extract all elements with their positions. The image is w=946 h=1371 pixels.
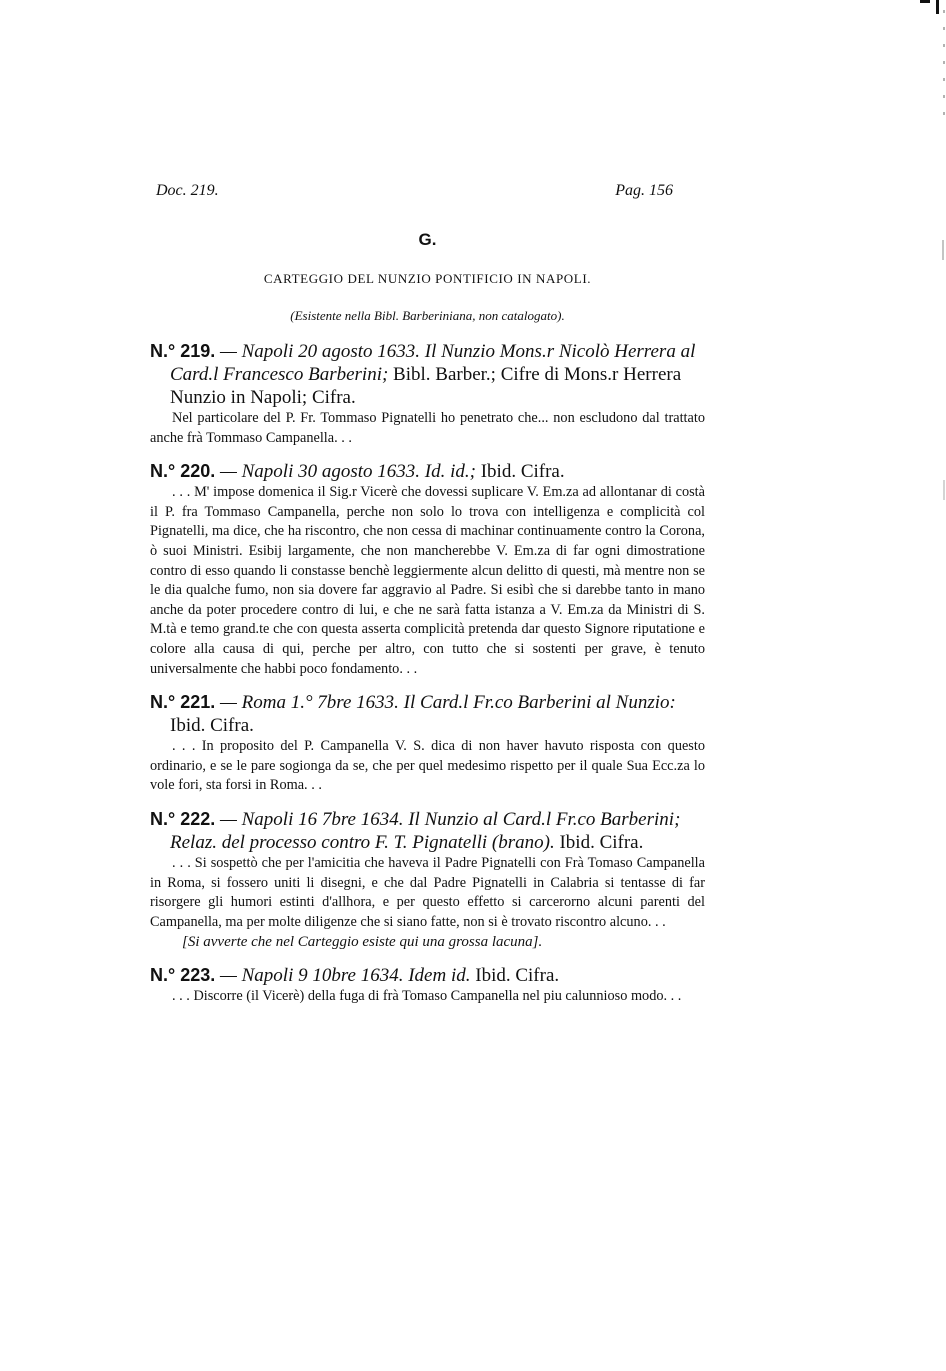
entry-number: N.° 220.	[150, 461, 216, 482]
entry-heading	[150, 691, 705, 737]
entry-heading	[150, 460, 705, 483]
entry-number: N.° 219.	[150, 341, 216, 361]
entry-text: . . . In proposito del P. Campanella V. S. dica di non haver havuto risposta con questo ordinario, e se le pare sogionga da se, che per quel medesimo rispetto per il quale Sua Ecc.za lo vole fori, sta forsi in Roma. . .	[150, 738, 705, 794]
entry-219	[150, 340, 705, 448]
document-entries	[150, 340, 705, 1019]
entry-text: . . . Si sospettò che per l'amicitia che haveva il Padre Pignatelli con Frà Tomaso Campanella in Roma, si fossero uniti li disegni, e che dal Padre Pignatelli in Calabria si tentasse di far risorgere gli humori estinti d'allhora, e per questo effetto si carcerorno alcuni parenti del Campanella, ma per molte diligenze che si siano fatte, non si è trovato riscontro alcuno. . .	[150, 854, 705, 930]
section-letter: G.	[418, 230, 437, 249]
section-title: CARTEGGIO DEL NUNZIO PONTIFICIO IN NAPOLI.	[263, 271, 592, 286]
entry-222	[150, 808, 705, 952]
entry-number: N.° 222.	[150, 808, 216, 829]
entry-heading-italic: — Napoli 9 10bre 1634. Idem id.	[219, 965, 471, 987]
entry-heading-italic: — Roma 1.° 7bre 1633. Il Card.l Fr.co Barberini al Nunzio:	[219, 692, 676, 714]
entry-heading	[150, 340, 705, 409]
editorial-note: [Si avverte che nel Carteggio esiste qui una grossa lacuna].	[182, 934, 543, 951]
entry-heading-source: Ibid. Cifra.	[475, 461, 565, 483]
page-number: Pag. 156	[615, 182, 673, 199]
entry-220	[150, 460, 705, 679]
scan-edge-marks	[906, 0, 946, 1371]
section-subtitle: (Esistente nella Bibl. Barberiniana, non catalogato).	[290, 308, 565, 323]
entry-number: N.° 223.	[150, 965, 216, 986]
doc-number: Doc. 219.	[156, 182, 219, 199]
entry-text: . . . Discorre (il Vicerè) della fuga di frà Tomaso Campanella nel piu calunnioso modo. . .	[172, 988, 682, 1005]
entry-heading-italic: — Napoli 20 agosto 1633. Il Nunzio Mons.r Nicolò Herrera al Card.l Francesco Barberini;	[170, 341, 696, 385]
entry-221	[150, 691, 705, 796]
entry-heading-source: Ibid. Cifra.	[470, 965, 560, 987]
entry-heading-source: Bibl. Barber.; Cifre di Mons.r Herrera Nunzio in Napoli; Cifra.	[170, 364, 682, 408]
entry-heading	[150, 964, 705, 987]
entry-text: . . . M' impose domenica il Sig.r Vicerè che dovessi suplicare V. Em.za ad allontanar di costà il P. fra Tommaso Campanella, perche non solo lo trova con intelligenza e complicità col Pignatelli, ma dice, che ha riscontro, che non cessa di machinar continuamente contro la Corona, ò suoi Ministri. Esibij largamente, che non mancherebbe V. Em.za di far ogni dimostratione contro di esso quando li constasse benchè leggiermente alcun delitto di questi, mà mentre non se le dia qualche fumo, non sia dovere far aggravio al Padre. Si esibì che si darebbe tanto in mano anche da poter procedere contro di lui, e che ne sarà fatta istanza a V. Em.za da Ministri di S. M.tà e temo grand.te che con questa asserta complicità pretenda dar questo Signore riputatione e colore alla causa di qui, perche per altro, con tutto che si sostenti per grave, è tenuto universalmente che habbi poco fondamento. . .	[150, 484, 705, 677]
entry-text: Nel particolare del P. Fr. Tommaso Pignatelli ho penetrato che... non escludono dal trattato anche frà Tommaso Campanella. . .	[150, 410, 705, 446]
entry-heading-italic: — Napoli 30 agosto 1633. Id. id.;	[219, 461, 476, 483]
entry-number: N.° 221.	[150, 692, 216, 713]
entry-heading-source: Ibid. Cifra.	[170, 715, 254, 737]
entry-heading	[150, 808, 705, 854]
entry-223	[150, 964, 705, 1007]
entry-heading-source: Ibid. Cifra.	[554, 831, 644, 853]
entry-heading-italic: — Napoli 16 7bre 1634. Il Nunzio al Card.l Fr.co Barberini; Relaz. del processo contro F. T. Pignatelli (brano).	[170, 808, 681, 853]
